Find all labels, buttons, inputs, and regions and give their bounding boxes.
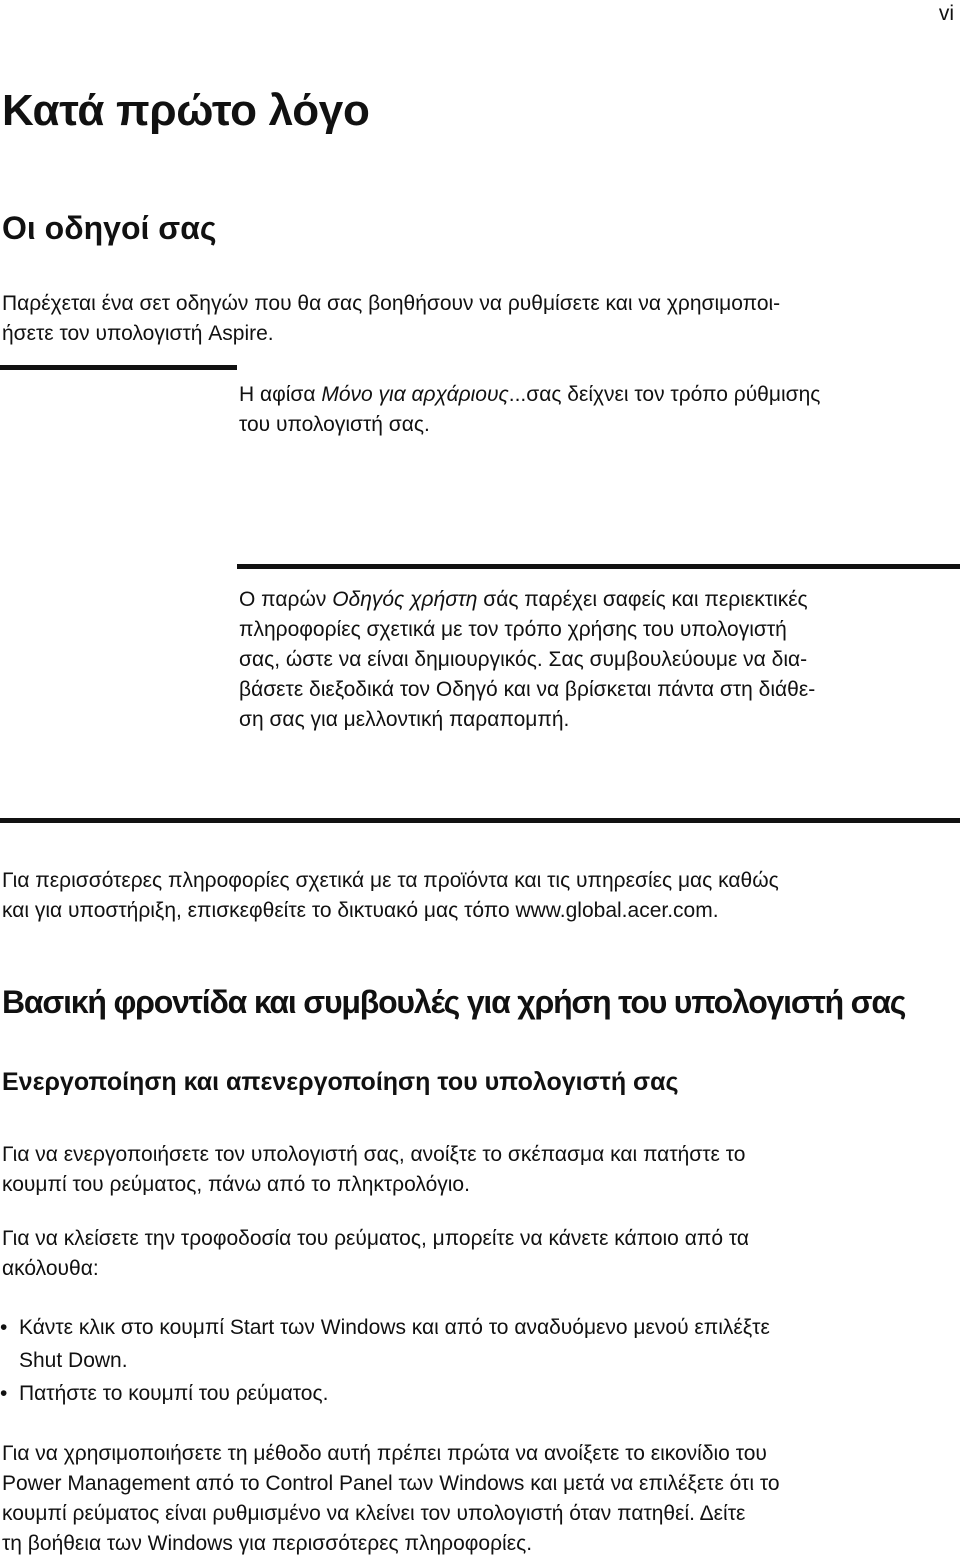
text-line: πληροφορίες σχετικά με τον τρόπο χρήσης του υπολογιστή <box>239 618 787 641</box>
text-line: ση σας για μελλοντική παραπομπή. <box>239 708 570 731</box>
text-line: ήσετε τον υπολογιστή Aspire. <box>2 322 274 345</box>
text-line: τη βοήθεια των Windows για περισσότερες πληροφορίες. <box>2 1532 533 1555</box>
divider-rule <box>0 365 237 370</box>
text-line: ακόλουθα: <box>2 1257 99 1280</box>
more-info-paragraph <box>2 866 779 926</box>
text-line: του υπολογιστή σας. <box>239 413 430 436</box>
text-span: σάς παρέχει σαφείς και περιεκτικές <box>477 588 808 611</box>
text-line: κουμπί του ρεύματος, πάνω από το πληκτρολόγιο. <box>2 1173 470 1196</box>
text-line: Για να ενεργοποιήσετε τον υπολογιστή σας, ανοίξτε το σκέπασμα και πατήστε το <box>2 1143 746 1166</box>
guides-intro-paragraph <box>2 289 780 349</box>
text-line: κουμπί ρεύματος είναι ρυθμισμένο να κλείνει τον υπολογιστή όταν πατηθεί. Δείτε <box>2 1502 746 1525</box>
text-line <box>239 585 815 615</box>
text-line: Για περισσότερες πληροφορίες σχετικά με τα προϊόντα και τις υπηρεσίες μας καθώς <box>2 869 779 892</box>
power-management-paragraph <box>2 1439 780 1559</box>
bullet-icon: • <box>0 1382 8 1405</box>
page-number: vi <box>938 2 954 25</box>
poster-title-italic: Μόνο για αρχάριους <box>321 383 509 406</box>
text-line: και για υποστήριξη, επισκεφθείτε το δικτυακό μας τόπο www.global.acer.com. <box>2 899 719 922</box>
section-title-care: Βασική φροντίδα και συμβουλές για χρήση του υπολογιστή σας <box>2 984 906 1020</box>
list-item-text <box>19 1311 939 1377</box>
text-line: Power Management από το Control Panel των Windows και μετά να επιλέξετε ότι το <box>2 1472 780 1495</box>
text-span: ...σας δείχνει τον τρόπο ρύθμισης <box>508 383 821 406</box>
list-item-text: Πατήστε το κουμπί του ρεύματος. <box>19 1382 329 1405</box>
power-off-paragraph <box>2 1224 749 1284</box>
divider-rule <box>0 818 960 823</box>
text-line: σας, ώστε να είναι δημιουργικός. Σας συμβουλεύουμε να δια- <box>239 648 808 671</box>
text-span: Ο παρών <box>239 588 333 611</box>
text-line: Για να χρησιμοποιήσετε τη μέθοδο αυτή πρέπει πρώτα να ανοίξετε το εικονίδιο του <box>2 1442 767 1465</box>
guide-title-italic: Οδηγός χρήστη <box>332 588 478 611</box>
subsection-title-power: Ενεργοποίηση και απενεργοποίηση του υπολογιστή σας <box>2 1068 679 1096</box>
divider-rule <box>237 564 960 569</box>
chapter-title: Κατά πρώτο λόγο <box>2 86 370 135</box>
text-line: βάσετε διεξοδικά τον Οδηγό και να βρίσκεται πάντα στη διάθε- <box>239 678 816 701</box>
text-line: Για να κλείσετε την τροφοδοσία του ρεύματος, μπορείτε να κάνετε κάποιο από τα <box>2 1227 749 1250</box>
text-line <box>239 380 820 410</box>
power-on-paragraph <box>2 1140 745 1200</box>
poster-paragraph <box>239 380 820 440</box>
text-line: Κάντε κλικ στο κουμπί Start των Windows και από το αναδυόμενο μενού επιλέξτε <box>19 1316 770 1339</box>
text-span: Η αφίσα <box>239 383 322 406</box>
section-title-guides: Οι οδηγοί σας <box>2 210 217 246</box>
text-line: Shut Down. <box>19 1349 128 1372</box>
bullet-icon: • <box>0 1316 8 1339</box>
text-line: Παρέχεται ένα σετ οδηγών που θα σας βοηθήσουν να ρυθμίσετε και να χρησιμοποι- <box>2 292 781 315</box>
user-guide-paragraph <box>239 585 815 735</box>
